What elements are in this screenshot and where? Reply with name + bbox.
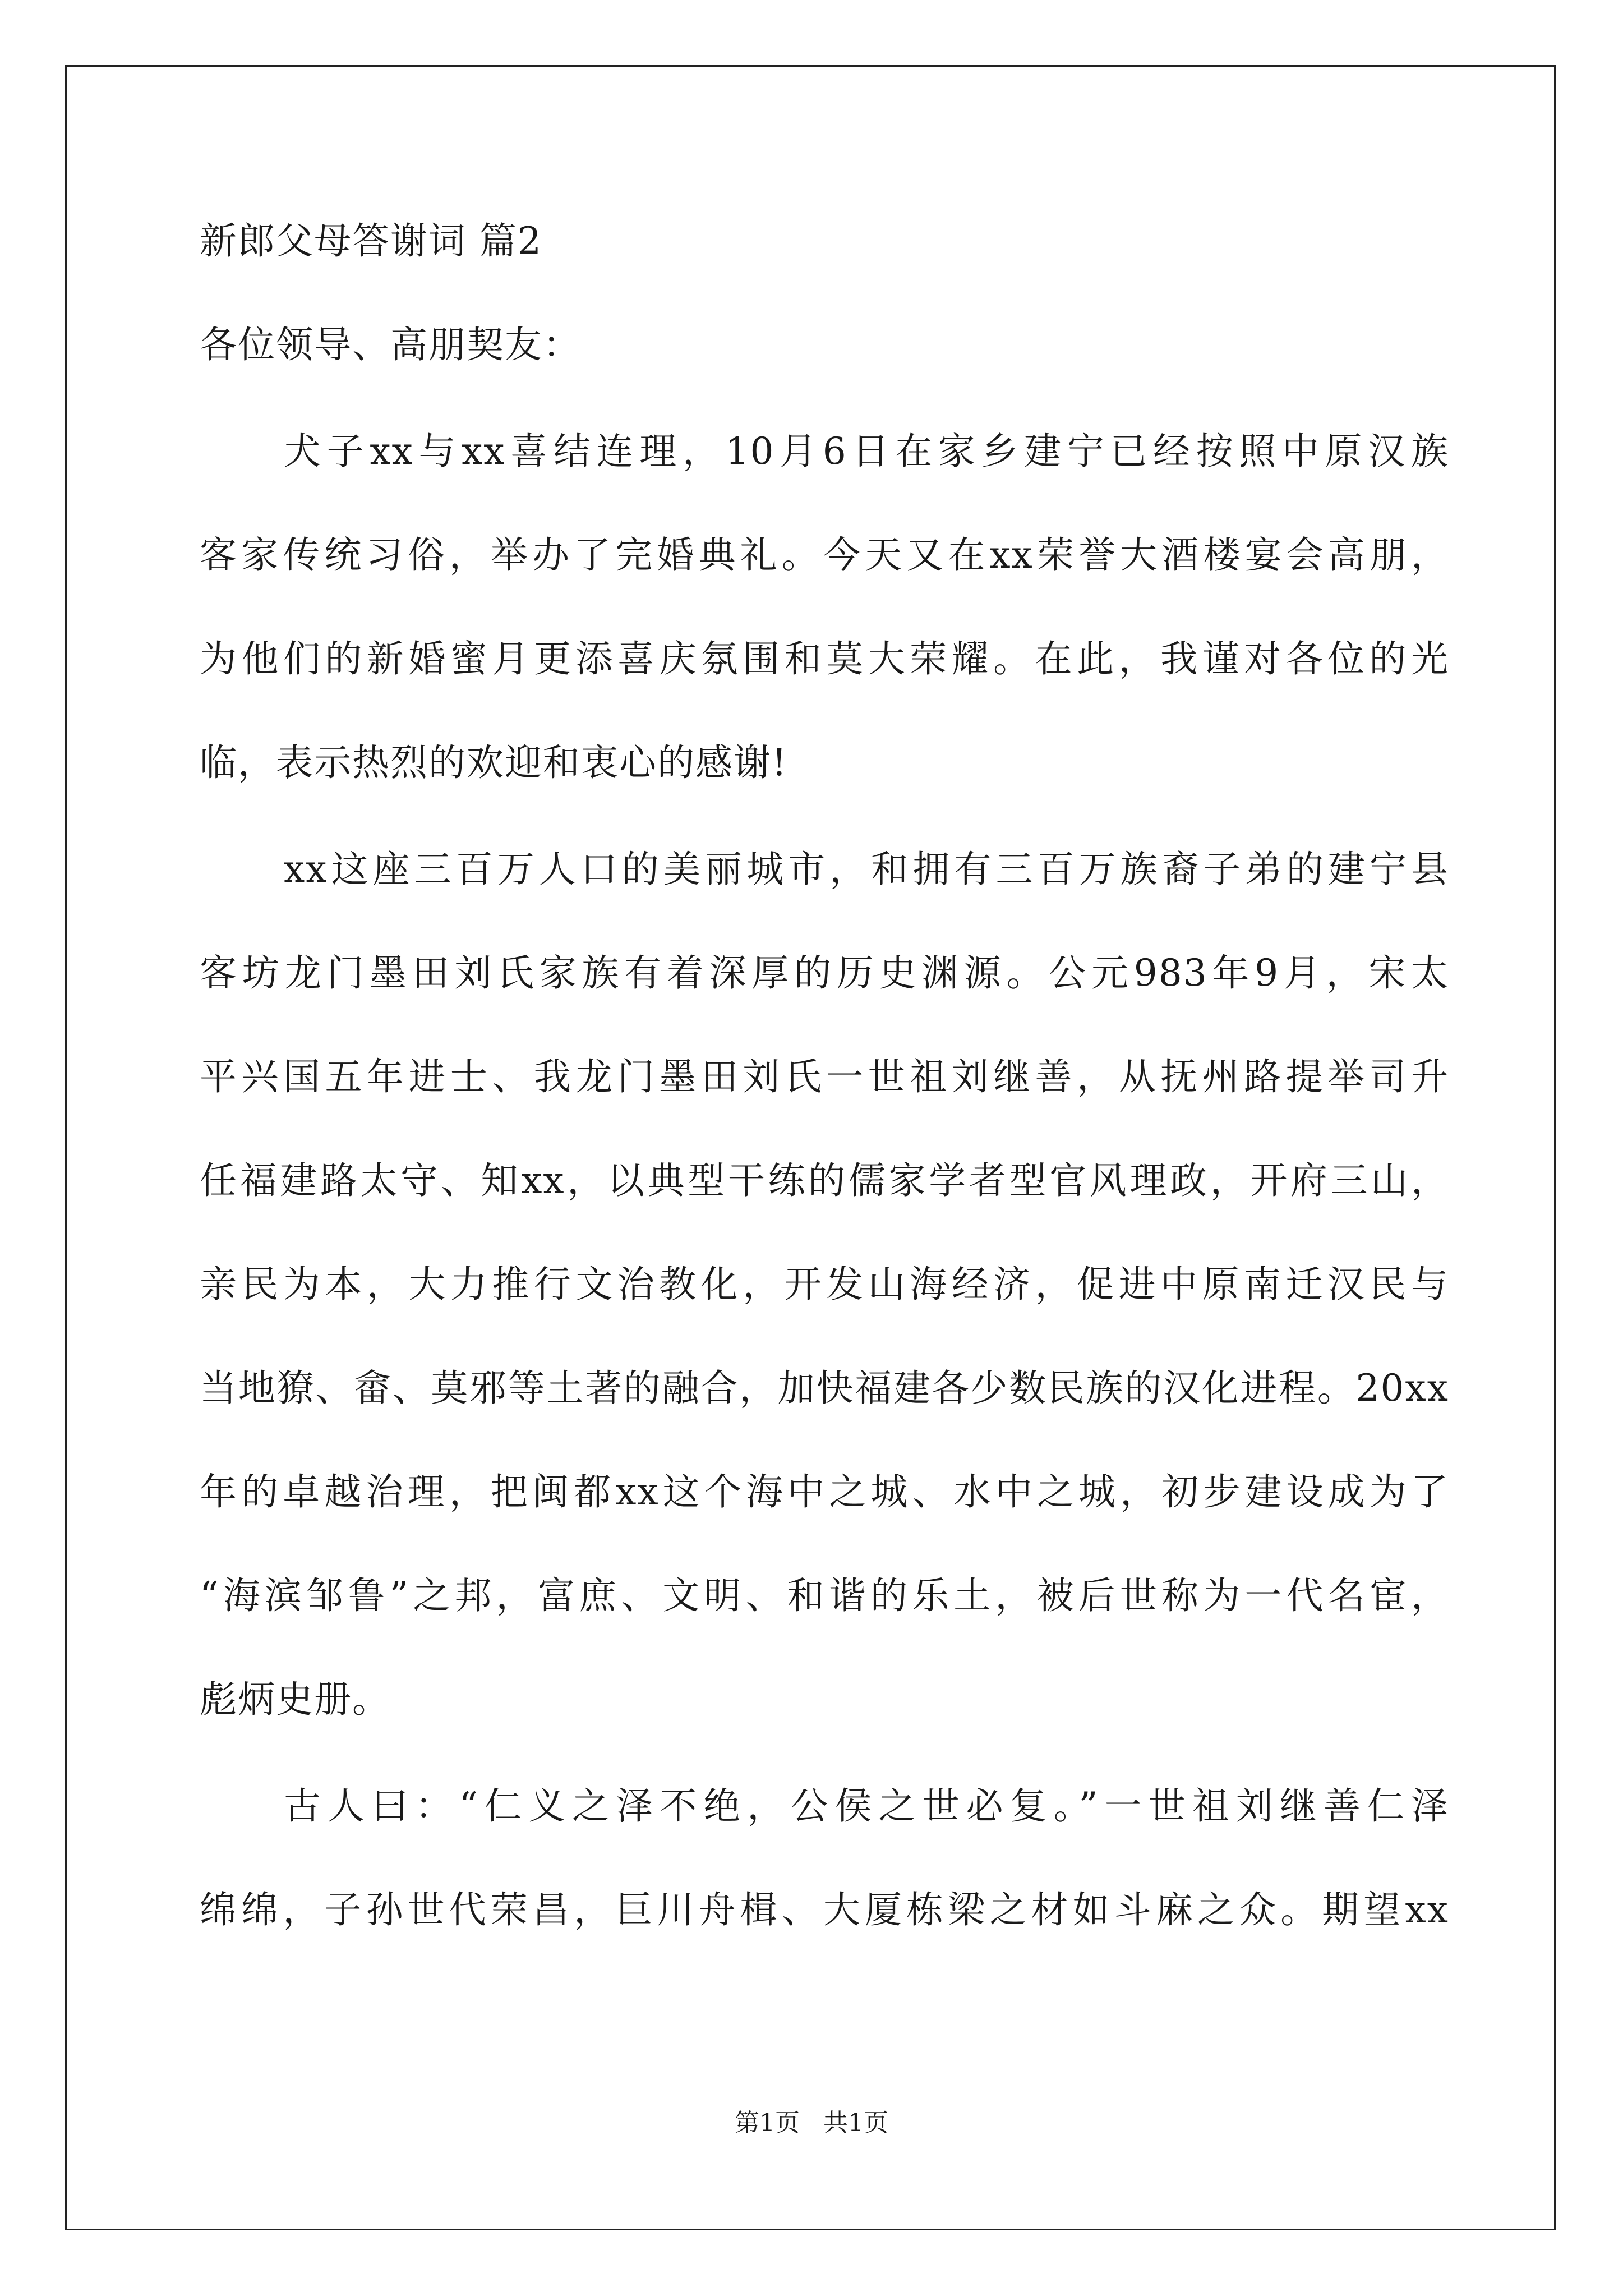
paragraph-line: 当地獠、畲、莫邪等土著的融合，加快福建各少数民族的汉化进程。20xx: [200, 1366, 1449, 1410]
page-footer: 第1页 共1页: [735, 2109, 888, 2137]
paragraph-line: “海滨邹鲁”之邦，富庶、文明、和谐的乐土，被后世称为一代名宦，: [200, 1574, 1449, 1617]
paragraph-line: 任福建路太守、知xx，以典型干练的儒家学者型官风理政，开府三山，: [200, 1159, 1449, 1202]
paragraph-line: 客坊龙门墨田刘氏家族有着深厚的历史渊源。公元983年9月，宋太: [200, 951, 1449, 995]
paragraph-line: 客家传统习俗，举办了完婚典礼。今天又在xx荣誉大酒楼宴会高朋，: [200, 533, 1449, 577]
paragraph-line: xx这座三百万人口的美丽城市，和拥有三百万族裔子弟的建宁县: [284, 848, 1449, 891]
paragraph-line: 年的卓越治理，把闽都xx这个海中之城、水中之城，初步建设成为了: [200, 1470, 1449, 1513]
paragraph-line: 彪炳史册。: [200, 1678, 390, 1721]
paragraph-line: 临，表示热烈的欢迎和衷心的感谢!: [200, 741, 788, 784]
paragraph-line: 古人曰：“仁义之泽不绝，公侯之世必复。”一世祖刘继善仁泽: [284, 1784, 1449, 1828]
document-heading: 新郎父母答谢词 篇2: [200, 219, 542, 263]
paragraph-line: 为他们的新婚蜜月更添喜庆氛围和莫大荣耀。在此，我谨对各位的光: [200, 637, 1449, 680]
paragraph-line: 绵绵，子孙世代荣昌，巨川舟楫、大厦栋梁之材如斗麻之众。期望xx: [200, 1888, 1449, 1931]
paragraph-line: 亲民为本，大力推行文治教化，开发山海经济，促进中原南迁汉民与: [200, 1263, 1449, 1306]
paragraph-line: 犬子xx与xx喜结连理，10月6日在家乡建宁已经按照中原汉族: [284, 430, 1449, 473]
salutation: 各位领导、高朋契友：: [200, 323, 581, 366]
paragraph-line: 平兴国五年进士、我龙门墨田刘氏一世祖刘继善，从抚州路提举司升: [200, 1055, 1449, 1098]
